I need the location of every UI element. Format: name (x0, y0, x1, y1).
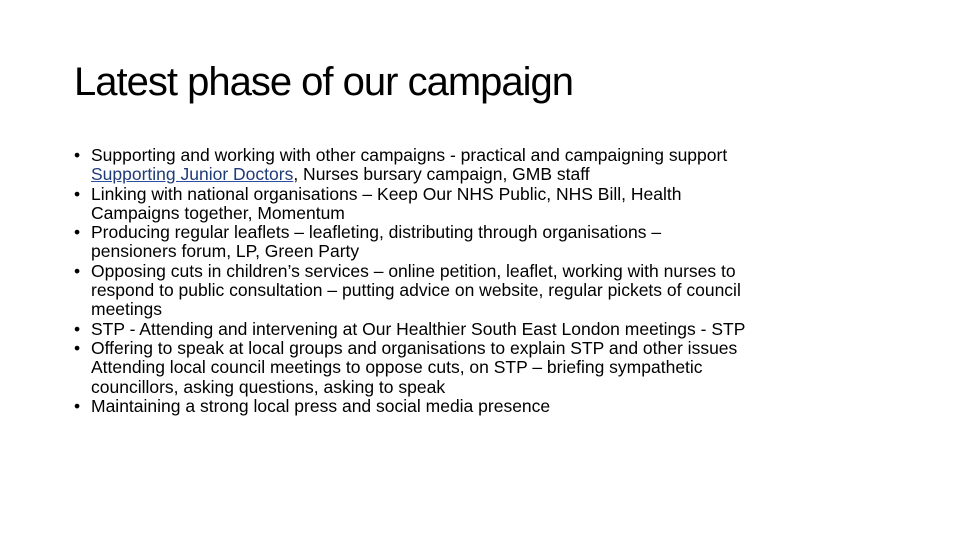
bullet-item-press-presence (74, 397, 904, 416)
bullet-text-continued: respond to public consultation – putting advice on website, regular pickets of council (91, 280, 741, 301)
bullet-icon: • (74, 222, 81, 243)
bullet-icon: • (74, 318, 81, 339)
bullet-item-childrens-services (74, 262, 904, 320)
junior-doctors-link[interactable]: Supporting Junior Doctors (91, 164, 294, 185)
bullet-text: Producing regular leaflets – leafleting, distributing through organisations – (91, 222, 662, 243)
bullet-icon: • (74, 145, 81, 165)
bullet-text: STP - Attending and intervening at Our Healthier South East London meetings - STP (91, 318, 746, 339)
bullet-text-continued: meetings (91, 299, 163, 320)
bullet-text: Maintaining a strong local press and social media presence (91, 395, 551, 416)
bullet-text-continued (91, 165, 904, 184)
bullet-item-local-groups (74, 339, 904, 397)
bullet-text: Supporting and working with other campaigns - practical and campaigning support (91, 145, 728, 165)
bullet-text-rest: , Nurses bursary campaign, GMB staff (293, 164, 590, 185)
bullet-text-continued: Attending local council meetings to oppose cuts, on STP – briefing sympathetic (91, 357, 703, 378)
bullet-icon: • (74, 183, 81, 204)
bullet-icon: • (74, 260, 81, 281)
bullet-item-national-organisations (74, 185, 904, 224)
bullet-text-continued: Campaigns together, Momentum (91, 202, 345, 223)
bullet-item-stp-meetings (74, 320, 904, 339)
slide-title: Latest phase of our campaign (74, 60, 574, 104)
bullet-text: Opposing cuts in children’s services – online petition, leaflet, working with nurses to (91, 260, 736, 281)
bullet-text: Offering to speak at local groups and organisations to explain STP and other issues (91, 337, 738, 358)
bullet-icon: • (74, 395, 81, 416)
bullet-item-leaflets (74, 223, 904, 262)
bullet-item-supporting-campaigns (74, 146, 904, 185)
bullet-list (74, 146, 904, 416)
bullet-text-continued: pensioners forum, LP, Green Party (91, 241, 360, 262)
bullet-icon: • (74, 337, 81, 358)
bullet-text-continued: councillors, asking questions, asking to speak (91, 376, 446, 397)
bullet-text: Linking with national organisations – Keep Our NHS Public, NHS Bill, Health (91, 183, 682, 204)
